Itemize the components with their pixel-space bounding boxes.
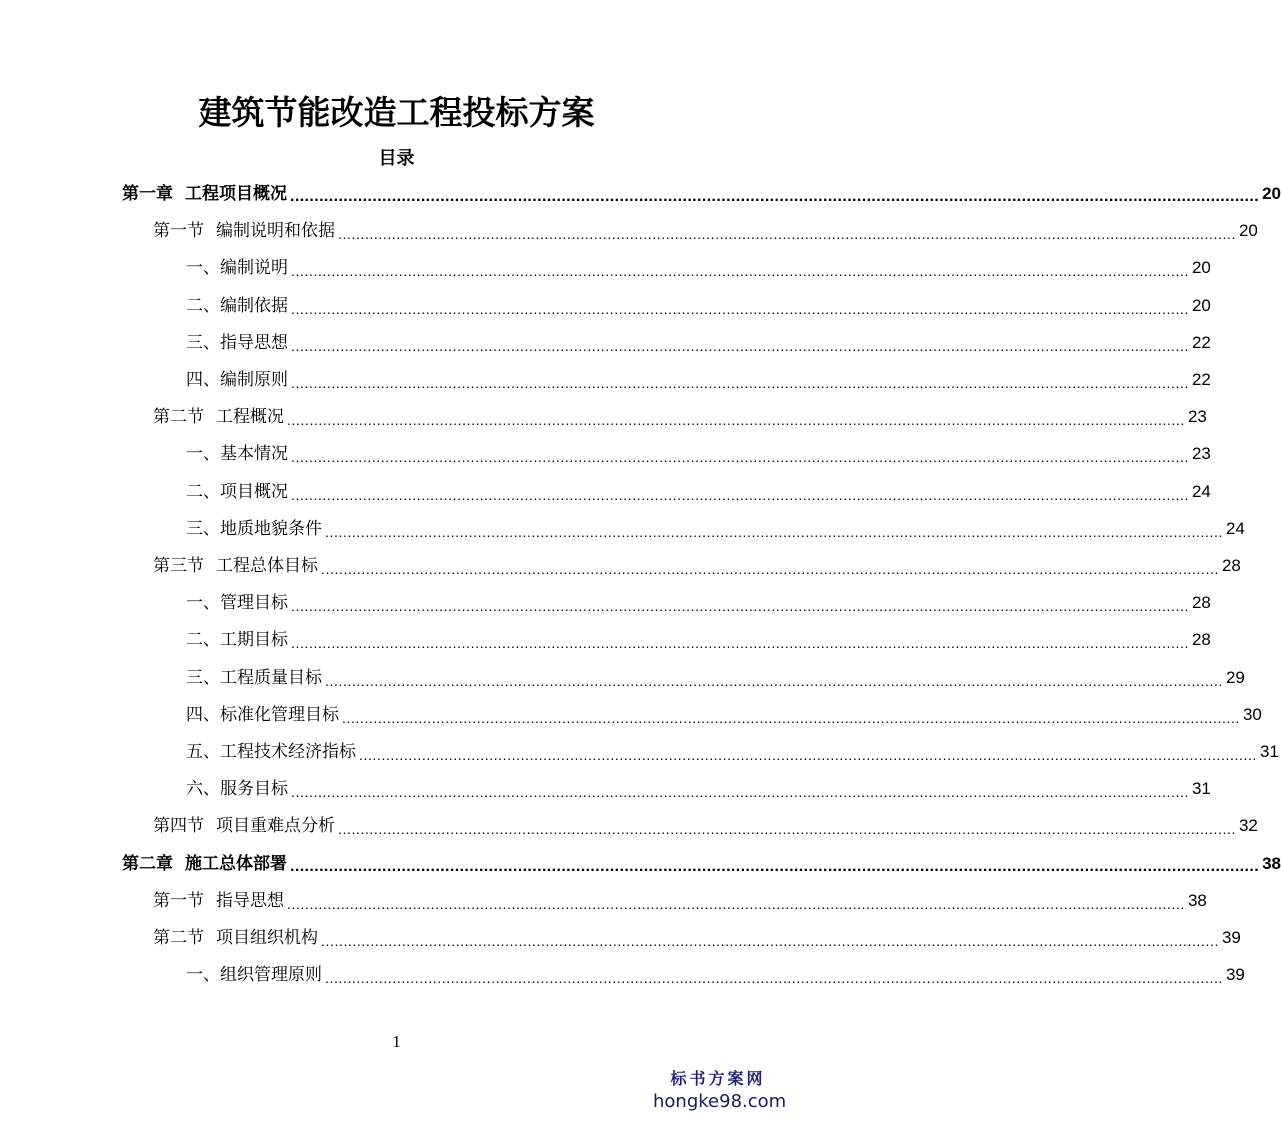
toc-entry[interactable]: [186, 288, 1211, 324]
toc-leader-dots: ........................................................................................................................................................................................................: [287, 412, 1185, 429]
toc-entry-number: 一、: [186, 444, 220, 465]
toc-entry-page: 38: [1187, 890, 1207, 910]
toc-entry-text: 工程概况: [216, 407, 284, 428]
toc-entry[interactable]: [186, 250, 1211, 286]
toc-leader-dots: ........................................................................................................................................................................................................: [290, 857, 1260, 875]
toc-entry-number: 一、: [186, 593, 220, 614]
toc-entry-label: [122, 846, 287, 882]
toc-entry-number: 第二章: [122, 853, 173, 874]
toc-leader-dots: ........................................................................................................................................................................................................: [291, 635, 1189, 652]
toc-entry[interactable]: [186, 957, 1245, 993]
toc-entry-page: 22: [1191, 370, 1211, 389]
toc-entry-page: 23: [1187, 407, 1207, 427]
toc-entry-page: 24: [1191, 481, 1211, 501]
toc-entry-page: 24: [1225, 518, 1245, 538]
toc-leader-dots: ........................................................................................................................................................................................................: [321, 561, 1219, 577]
toc-entry-number: 第二节: [153, 407, 204, 428]
toc-entry-page: 22: [1191, 332, 1211, 352]
toc-entry-text: 施工总体部署: [185, 853, 287, 874]
toc-entry-label: [186, 622, 288, 658]
toc-leader-dots: ........................................................................................................................................................................................................: [325, 672, 1223, 689]
toc-entry-page: 38: [1262, 853, 1281, 873]
toc-entry[interactable]: [186, 325, 1211, 361]
watermark-text: 标书方案网: [670, 1069, 766, 1088]
toc-entry-label: [186, 734, 356, 770]
toc-entry-number: 五、: [186, 742, 220, 762]
toc-leader-dots: ........................................................................................................................................................................................................: [291, 449, 1189, 466]
toc-entry-text: 项目概况: [220, 481, 288, 502]
document-title: 建筑节能改造工程投标方案: [198, 93, 595, 132]
toc-leader-dots: ........................................................................................................................................................................................................: [291, 263, 1189, 280]
toc-entry-text: 工期目标: [220, 630, 288, 651]
toc-leader-dots: ........................................................................................................................................................................................................: [325, 970, 1223, 987]
toc-entry-page: 20: [1238, 221, 1258, 241]
toc-entry-page: 31: [1191, 779, 1211, 799]
toc-entry-label: [186, 436, 288, 472]
toc-entry-number: 一、: [186, 258, 220, 279]
watermark-url: hongke98.com: [653, 1091, 787, 1112]
toc-leader-dots: ........................................................................................................................................................................................................: [291, 337, 1189, 354]
toc-entry-label: [186, 585, 288, 621]
toc-entry-page: 32: [1238, 816, 1258, 836]
toc-entry-text: 工程总体目标: [216, 556, 318, 576]
toc-entry-number: 一、: [186, 965, 220, 986]
toc-entry-label: [186, 697, 339, 733]
toc-entry-label: [153, 399, 284, 435]
toc-entry-label: [153, 213, 335, 249]
toc-entry-text: 地质地貌条件: [220, 518, 322, 539]
toc-entry-label: [153, 548, 318, 584]
toc-entry-text: 指导思想: [216, 890, 284, 911]
toc-entry-label: [186, 288, 288, 324]
toc-entry[interactable]: [153, 213, 1258, 249]
toc-entry[interactable]: [186, 585, 1211, 621]
toc-entry-text: 标准化管理目标: [220, 704, 339, 725]
toc-entry-page: 31: [1259, 742, 1279, 761]
toc-entry-text: 管理目标: [220, 593, 288, 614]
toc-entry[interactable]: [186, 697, 1262, 733]
toc-entry-page: 20: [1191, 295, 1211, 315]
toc-leader-dots: ........................................................................................................................................................................................................: [359, 747, 1257, 763]
toc-entry-page: 20: [1262, 184, 1281, 203]
toc-entry[interactable]: [153, 920, 1241, 956]
toc-entry-text: 项目组织机构: [216, 928, 318, 948]
toc-entry[interactable]: [186, 362, 1211, 398]
toc-entry[interactable]: [186, 474, 1211, 510]
toc-entry-label: [122, 176, 287, 212]
toc-entry[interactable]: [186, 436, 1211, 472]
toc-entry-text: 编制依据: [220, 295, 288, 316]
toc-entry[interactable]: [186, 660, 1245, 696]
toc-entry-text: 项目重难点分析: [216, 816, 335, 837]
toc-entry-number: 第一节: [153, 890, 204, 911]
toc-leader-dots: ........................................................................................................................................................................................................: [291, 375, 1189, 391]
toc-entry-label: [153, 808, 335, 844]
toc-leader-dots: ........................................................................................................................................................................................................: [338, 821, 1236, 838]
toc-entry-label: [186, 660, 322, 696]
toc-leader-dots: ........................................................................................................................................................................................................: [291, 486, 1189, 503]
page-number: 1: [392, 1032, 401, 1051]
toc-leader-dots: ........................................................................................................................................................................................................: [290, 188, 1260, 205]
toc-entry-text: 编制说明和依据: [216, 221, 335, 242]
toc-entry-label: [153, 883, 284, 919]
toc-leader-dots: ........................................................................................................................................................................................................: [321, 933, 1219, 949]
toc-entry-label: [186, 325, 288, 361]
toc-entry-number: 四、: [186, 704, 220, 725]
toc-entry-page: 30: [1242, 704, 1262, 724]
toc-entry[interactable]: [153, 883, 1207, 919]
toc-entry-text: 服务目标: [220, 779, 288, 800]
toc-entry[interactable]: [186, 511, 1245, 547]
toc-entry[interactable]: [186, 622, 1211, 658]
toc-entry-text: 工程技术经济指标: [220, 742, 356, 762]
toc-leader-dots: ........................................................................................................................................................................................................: [342, 709, 1240, 726]
toc-entry-number: 第一章: [122, 184, 173, 204]
toc-entry-text: 编制说明: [220, 258, 288, 279]
toc-entry-page: 28: [1221, 556, 1241, 575]
toc-leader-dots: ........................................................................................................................................................................................................: [291, 300, 1189, 317]
toc-leader-dots: ........................................................................................................................................................................................................: [325, 523, 1223, 540]
toc-leader-dots: ........................................................................................................................................................................................................: [338, 226, 1236, 243]
toc-entry-label: [186, 771, 288, 807]
toc-entry[interactable]: [122, 846, 1281, 882]
toc-entry-page: 39: [1221, 928, 1241, 947]
toc-heading: 目录: [378, 148, 415, 169]
watermark: [653, 1068, 787, 1114]
toc-entry-label: [186, 474, 288, 510]
toc-entry-label: [186, 362, 288, 398]
toc-entry-text: 工程质量目标: [220, 667, 322, 688]
toc-entry-page: 28: [1191, 630, 1211, 650]
toc-entry-text: 指导思想: [220, 332, 288, 353]
toc-entry[interactable]: [186, 771, 1211, 807]
toc-entry-label: [186, 250, 288, 286]
toc-entry-label: [186, 511, 322, 547]
toc-entry-number: 三、: [186, 332, 220, 353]
toc-entry-label: [186, 957, 322, 993]
toc-entry-page: 28: [1191, 593, 1211, 613]
toc-entry[interactable]: [122, 176, 1281, 212]
toc-entry[interactable]: [153, 808, 1258, 844]
toc-leader-dots: ........................................................................................................................................................................................................: [291, 784, 1189, 801]
toc-entry-text: 基本情况: [220, 444, 288, 465]
toc-entry[interactable]: [186, 734, 1279, 770]
toc-entry-page: 23: [1191, 444, 1211, 464]
toc-entry-label: [153, 920, 318, 956]
toc-entry[interactable]: [153, 548, 1241, 584]
toc-entry-number: 第四节: [153, 816, 204, 837]
toc-leader-dots: ........................................................................................................................................................................................................: [291, 598, 1189, 615]
toc-entry-number: 第二节: [153, 928, 204, 948]
toc-entry-number: 第一节: [153, 221, 204, 242]
toc-entry-number: 二、: [186, 481, 220, 502]
toc-entry-text: 编制原则: [220, 370, 288, 390]
toc-entry-number: 四、: [186, 370, 220, 390]
toc-entry-number: 二、: [186, 630, 220, 651]
toc-leader-dots: ........................................................................................................................................................................................................: [287, 895, 1185, 912]
toc-entry-page: 39: [1225, 965, 1245, 985]
toc-entry-number: 第三节: [153, 556, 204, 576]
toc-entry-page: 29: [1225, 667, 1245, 687]
toc-entry-text: 组织管理原则: [220, 965, 322, 986]
toc-entry-text: 工程项目概况: [185, 184, 287, 204]
toc-entry[interactable]: [153, 399, 1207, 435]
toc-entry-number: 三、: [186, 518, 220, 539]
toc-entry-number: 三、: [186, 667, 220, 688]
toc-entry-number: 六、: [186, 779, 220, 800]
toc-entry-number: 二、: [186, 295, 220, 316]
toc-entry-page: 20: [1191, 258, 1211, 278]
